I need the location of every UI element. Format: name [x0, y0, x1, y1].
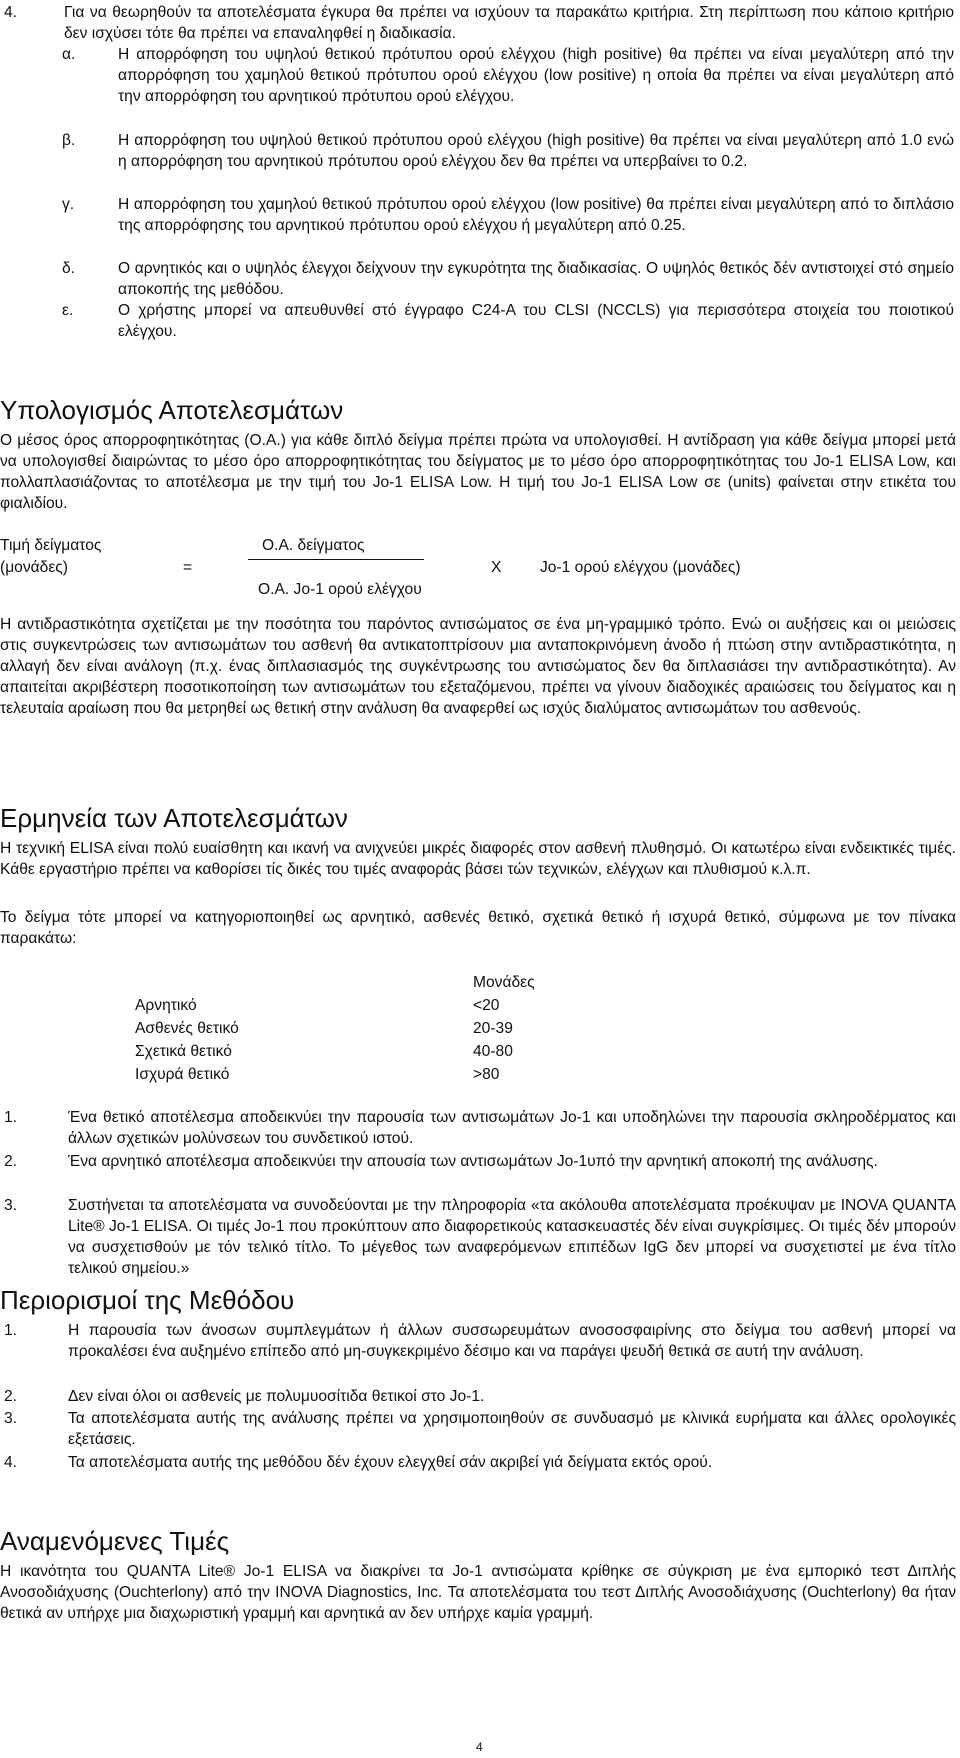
list-item-label: 4. [4, 4, 18, 21]
list-item [4, 1452, 956, 1474]
list-item-text: Τα αποτελέσματα αυτής της ανάλυσης πρέπει να χρησιμοποιηθούν σε συνδυασμό με κλινικά ευρήματα και άλλες ορολογικές εξετάσεις. [68, 1410, 956, 1448]
list-item-text: Συστήνεται τα αποτελέσματα να συνοδεύονται με την πληροφορία «τα ακόλουθα αποτελέσματα προέκυψαν με INOVA QUANTA Lite® Jo-1 ELISA. Οι τιμές Jo-1 που προκύπτουν απο διαφορετικούς κατασκευαστές δέν είναι συγκρίσιμες. Οι τιμές δέν μπορούν να συσχετισθούν με τόν τελικό τίτλο. Το μέγεθος των αναφερόμενων επιπέδων IgG δεν μπορεί να συσχετιστεί με ένα τίτλο τελικού σημείου.» [68, 1197, 956, 1277]
criteria-item [62, 300, 954, 342]
interpretation-p1: Η τεχνική ELISA είναι πολύ ευαίσθητη και ικανή να ανιχνεύει μικρές διαφορές στον ασθενή πλυθησμό. Οι κατωτέρω είναι ενδεικτικές τιμές. Κάθε εργαστήριο πρέπει να καθορίσει τίς δικές του τιμές αναφοράς βάσει τών τεχνικών, ελέγχων και πλυθισμού κ.λ.π. [0, 840, 956, 878]
list-item [4, 1195, 956, 1285]
list-item-text: Για να θεωρηθούν τα αποτελέσματα έγκυρα θα πρέπει να ισχύουν τα παρακάτω κριτήρια. Στη περίπτωση που κάποιο κριτήριο δεν ισχύσει τότε θα πρέπει να επαναληφθεί η διαδικασία. [64, 4, 954, 42]
criteria-label: δ. [62, 260, 76, 277]
list-item-label: 2. [4, 1153, 18, 1170]
criteria-item [62, 194, 954, 258]
formula-equals: = [183, 559, 193, 576]
criteria-text: Ο αρνητικός και ο υψηλός έλεγχοι δείχνουν την εγκυρότητα της διαδικασίας. Ο υψηλός θετικός δέν αντιστοιχεί στό σημείο αποκοπής της μεθόδου. [118, 260, 954, 298]
list-item-label: 4. [4, 1454, 18, 1471]
interpretation-notes [4, 1107, 956, 1285]
criteria-text: Ο χρήστης μπορεί να απευθυνθεί στό έγγραφο C24-A του CLSI (NCCLS) για περισσότερα στοιχεία του ποιοτικού ελέγχου. [118, 302, 954, 340]
list-item [4, 2, 954, 44]
criteria-label: ε. [62, 302, 74, 319]
criteria-item [62, 258, 954, 300]
formula-times: X [491, 559, 502, 576]
list-item-text: Ένα θετικό αποτέλεσμα αποδεικνύει την παρουσία των αντισωμάτων Jo-1 και υποδηλώνει την παρουσία σκληροδέρματος και άλλων σχετικών μολύνσεων του συνδετικού ιστού. [68, 1109, 956, 1147]
list-item-label: 3. [4, 1197, 18, 1214]
criteria-text: Η απορρόφηση του χαμηλού θετικού πρότυπου ορού ελέγχου (low positive) θα πρέπει είναι μεγαλύτερη από το διπλάσιο της απορρόφησης του αρνητικού πρότυπου ορού ελέγχου ή μεγαλύτερη από 0.25. [118, 196, 954, 234]
formula-denominator: Ο.Α. Jo-1 ορού ελέγχου [258, 581, 422, 598]
table-row-value: 40-80 [473, 1043, 513, 1060]
list-item-label: 1. [4, 1109, 18, 1126]
table-row-value: 20-39 [473, 1020, 513, 1037]
criteria-label: α. [62, 46, 76, 63]
formula-numerator: Ο.Α. δείγματος [262, 537, 365, 554]
section-heading-expected-values: Αναμενόμενες Τιμές [0, 1526, 230, 1556]
formula [0, 535, 960, 605]
reference-table [0, 972, 960, 1087]
list-item-label: 2. [4, 1388, 18, 1405]
criteria-item [62, 44, 954, 130]
formula-factor: Jo-1 ορού ελέγχου (μονάδες) [540, 559, 741, 576]
calculation-intro: Ο μέσος όρος απορροφητικότητας (Ο.Α.) για κάθε διπλό δείγμα πρέπει πρώτα να υπολογισθεί. Η αντίδραση για κάθε δείγμα μπορεί μετά να υπολογισθεί διαιρώντας το μέσο όρο απορροφητικότητας του δείγματος με το μέσο όρο απορροφητικότητας του Jo-1 ELISA Low, και πολλαπλασιάζοντας το αποτέλεσμα με την τιμή του Jo-1 ELISA Low. Η τιμή του Jo-1 ELISA Low σε (units) φαίνεται στην ετικέτα του φιαλιδίου. [0, 432, 956, 512]
list-item [4, 1151, 956, 1195]
section-heading-calculation: Υπολογισμός Αποτελεσμάτων [0, 395, 344, 425]
list-item-label: 3. [4, 1410, 18, 1427]
list-item-text: Ένα αρνητικό αποτέλεσμα αποδεικνύει την απουσία των αντισωμάτων Jo-1υπό την αρνητική αποκοπή της ανάλυσης. [68, 1153, 878, 1170]
table-header-units: Μονάδες [473, 974, 535, 991]
formula-lhs-line2: (μονάδες) [0, 559, 69, 576]
table-row-label: Αρνητικό [135, 997, 197, 1014]
list-item-label: 1. [4, 1322, 18, 1339]
interpretation-p2: Το δείγμα τότε μπορεί να κατηγοριοποιηθεί ως αρνητικό, ασθενές θετικό, σχετικά θετικό ή ισχυρά θετικό, σύμφωνα με τον πίνακα παρακάτω: [0, 909, 956, 947]
criteria-label: γ. [62, 196, 75, 213]
criteria-text: Η απορρόφηση του υψηλού θετικού πρότυπου ορού ελέγχου (high positive) θα πρέπει να είναι μεγαλύτερη από την απορρόφηση του χαμηλού θετικού πρότυπου ορού ελέγχου (low positive) η οποία θα πρέπει να είναι μεγαλύτερη από την απορρόφηση του αρνητικού πρότυπου ορού ελέγχου. [118, 46, 954, 105]
list-item [4, 1107, 956, 1151]
list-item [4, 1408, 956, 1452]
list-item-text: Η παρουσία των άνοσων συμπλεγμάτων ή άλλων συσσωρευμάτων ανοσοσφαιρίνης στο δείγμα του ασθενή μπορεί να προκαλέσει ένα αυξημένο επίπεδο από μη-συγκεκριμένο δέσιμο και να παράγει ψευδή θετικά σε αυτή την ανάλυση. [68, 1322, 956, 1360]
table-row-value: <20 [473, 997, 500, 1014]
criteria-item [62, 130, 954, 194]
criteria-text: Η απορρόφηση του υψηλού θετικού πρότυπου ορού ελέγχου (high positive) θα πρέπει να είναι μεγαλύτερη από 1.0 ενώ η απορρόφηση του αρνητικού πρότυπου ορού ελέγχου δεν θα πρέπει να υπερβαίνει το 0.2. [118, 132, 954, 170]
formula-lhs-line1: Τιμή δείγματος [0, 537, 102, 554]
table-row-label: Ασθενές θετικό [135, 1020, 239, 1037]
list-item-text: Τα αποτελέσματα αυτής της μεθόδου δέν έχουν ελεγχθεί σάν ακριβεί γιά δείγματα εκτός ορού. [68, 1454, 713, 1471]
table-row-label: Σχετικά θετικό [135, 1043, 232, 1060]
section-heading-interpretation: Ερμηνεία των Αποτελεσμάτων [0, 803, 348, 833]
limitations-list [4, 1320, 956, 1474]
criteria-label: β. [62, 132, 76, 149]
fraction-line [248, 559, 424, 560]
calculation-notes: Η αντιδραστικότητα σχετίζεται με την ποσότητα του παρόντος αντισώματος σε ένα μη-γραμμικό τρόπο. Ενώ οι αυξήσεις και οι μειώσεις στις συγκεντρώσεις των αντισωμάτων του ασθενή θα αντικατοπτρίσουν μια ανταποκρινόμενη άνοδο ή πτώση στην αντιδραστικότητα, η αλλαγή δεν είναι ανάλογη (π.χ. ένας διπλασιασμός της συγκέντρωσης του αντισώματος δεν θα διπλασιάσει την αντιδραστικότητα). Αν απαιτείται ακριβέστερη ποσοτικοποίηση των αντισωμάτων του εξεταζόμενου, πρέπει να γίνουν διαδοχικές αραιώσεις του δείγματος και η τελευταία αραίωση που θα μετρηθεί ως θετική στην ανάλυση θα αναφερθεί ως ισχύς διαλύματος αντισωμάτων του ασθενούς. [0, 616, 956, 717]
page-number: 4 [476, 1740, 483, 1754]
list-item [4, 1320, 956, 1386]
table-row-label: Ισχυρά θετικό [135, 1066, 230, 1083]
expected-values-text: Η ικανότητα του QUANTA Lite® Jo-1 ELISA να διακρίνει τα Jo-1 αντισώματα κρίθηκε σε σύγκριση με ένα εμπορικό τεστ Διπλής Ανοσοδιάχυσης (Ouchterlony) από την INOVA Diagnostics, Inc. Τα αποτελέσματα του τεστ Διπλής Ανοσοδιάχυσης (Ouchterlony) θα ήταν θετικά αν υπήρχε μια διαχωριστική γραμμή και αρνητικά αν δεν υπήρχε καμία γραμμή. [0, 1563, 956, 1622]
criteria-list [62, 44, 954, 342]
list-item [4, 1386, 956, 1408]
list-item-text: Δεν είναι όλοι οι ασθενείς με πολυμυοσίτιδα θετικοί στο Jo-1. [68, 1388, 485, 1405]
table-row-value: >80 [473, 1066, 500, 1083]
section-heading-limitations: Περιορισμοί της Μεθόδου [0, 1285, 295, 1315]
